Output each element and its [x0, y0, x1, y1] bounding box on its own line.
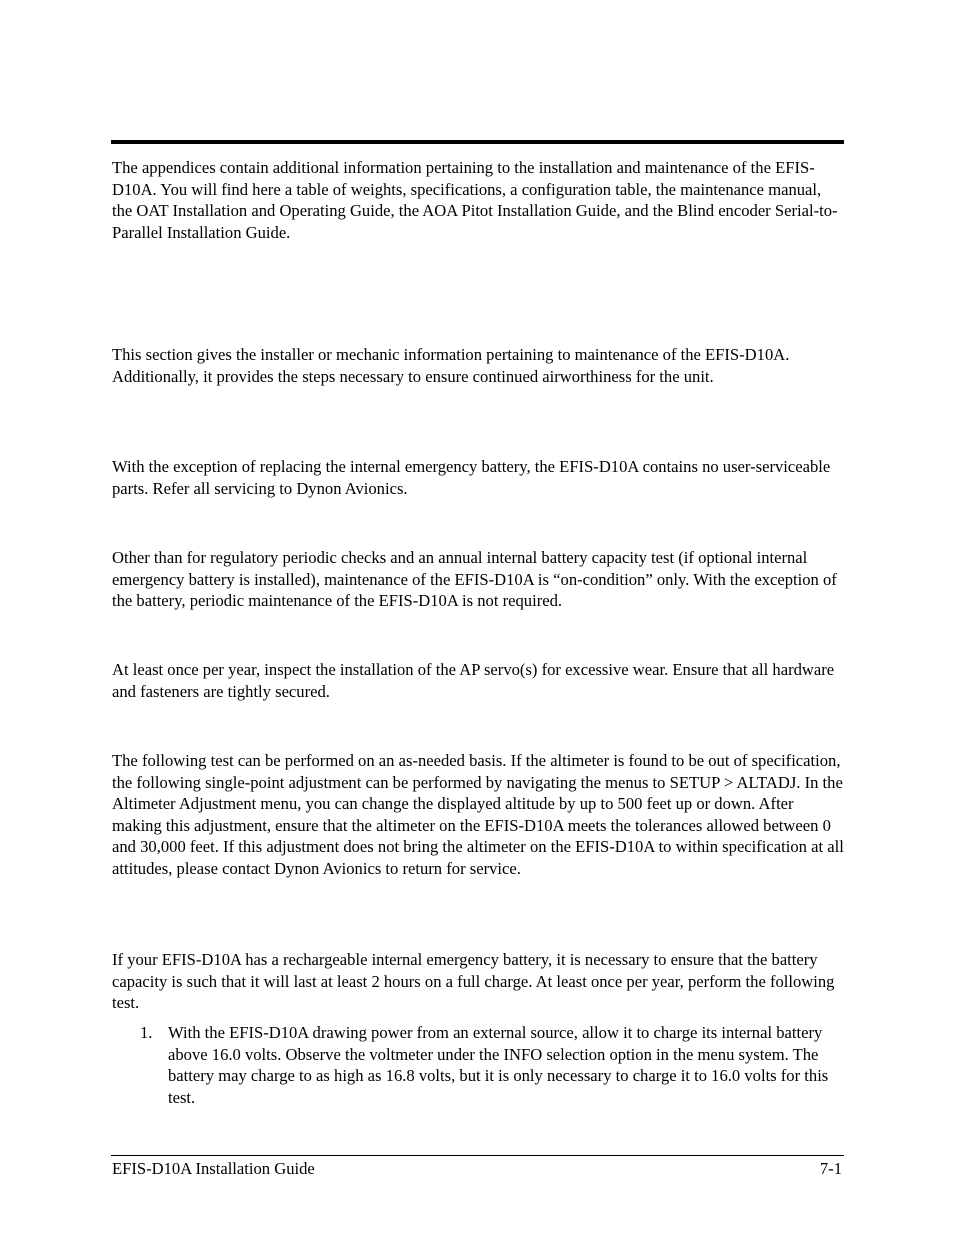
header-rule	[111, 140, 844, 144]
battery-test-steps	[112, 1022, 844, 1108]
list-item	[112, 1022, 844, 1108]
page-number: 7-1	[819, 1159, 842, 1178]
step-number: 1.	[140, 1023, 153, 1042]
appendices-intro-paragraph: The appendices contain additional information pertaining to the installation and maintenance of the EFIS-D10A. You will find here a table of weights, specifications, a configuration table, the maintenance manual, the OAT Installation and Operating Guide, the AOA Pitot Installation Guide, and the Blind encoder Serial-to-Parallel Installation Guide.	[112, 158, 838, 242]
altimeter-adjustment-paragraph: The following test can be performed on an as-needed basis. If the altimeter is found to be out of specification, the following single-point adjustment can be performed by navigating the menus to SETUP > ALTADJ. In the Altimeter Adjustment menu, you can change the displayed altitude by up to 500 feet up or down. After making this adjustment, ensure that the altimeter on the EFIS-D10A meets the tolerances allowed between 0 and 30,000 feet. If this adjustment does not bring the altimeter on the EFIS-D10A to within specification at all attitudes, please contact Dynon Avionics to return for service.	[112, 751, 844, 878]
step-text: With the EFIS-D10A drawing power from an external source, allow it to charge its internal battery above 16.0 volts. Observe the voltmeter under the INFO selection option in the menu system. The battery may charge to as high as 16.8 volts, but it is only necessary to charge it to 16.0 volts for this test.	[168, 1023, 829, 1107]
servo-inspection-paragraph: At least once per year, inspect the installation of the AP servo(s) for excessive wear. Ensure that all hardware and fasteners are tightly secured.	[112, 660, 835, 701]
footer-title: EFIS-D10A Installation Guide	[112, 1159, 315, 1178]
periodic-maintenance-paragraph: Other than for regulatory periodic checks and an annual internal battery capacity test (if optional internal emergency battery is installed), maintenance of the EFIS-D10A is “on-condition” only. With the exception of the battery, periodic maintenance of the EFIS-D10A is not required.	[112, 548, 837, 611]
battery-test-paragraph: If your EFIS-D10A has a rechargeable internal emergency battery, it is necessary to ensure that the battery capacity is such that it will last at least 2 hours on a full charge. At least once per year, perform the following test.	[112, 950, 835, 1013]
servicing-paragraph: With the exception of replacing the internal emergency battery, the EFIS-D10A contains no user-serviceable parts. Refer all servicing to Dynon Avionics.	[112, 457, 831, 498]
maintenance-intro-paragraph: This section gives the installer or mechanic information pertaining to maintenance of the EFIS-D10A. Additionally, it provides the steps necessary to ensure continued airworthiness for the unit.	[112, 345, 790, 386]
footer-rule	[111, 1155, 844, 1156]
